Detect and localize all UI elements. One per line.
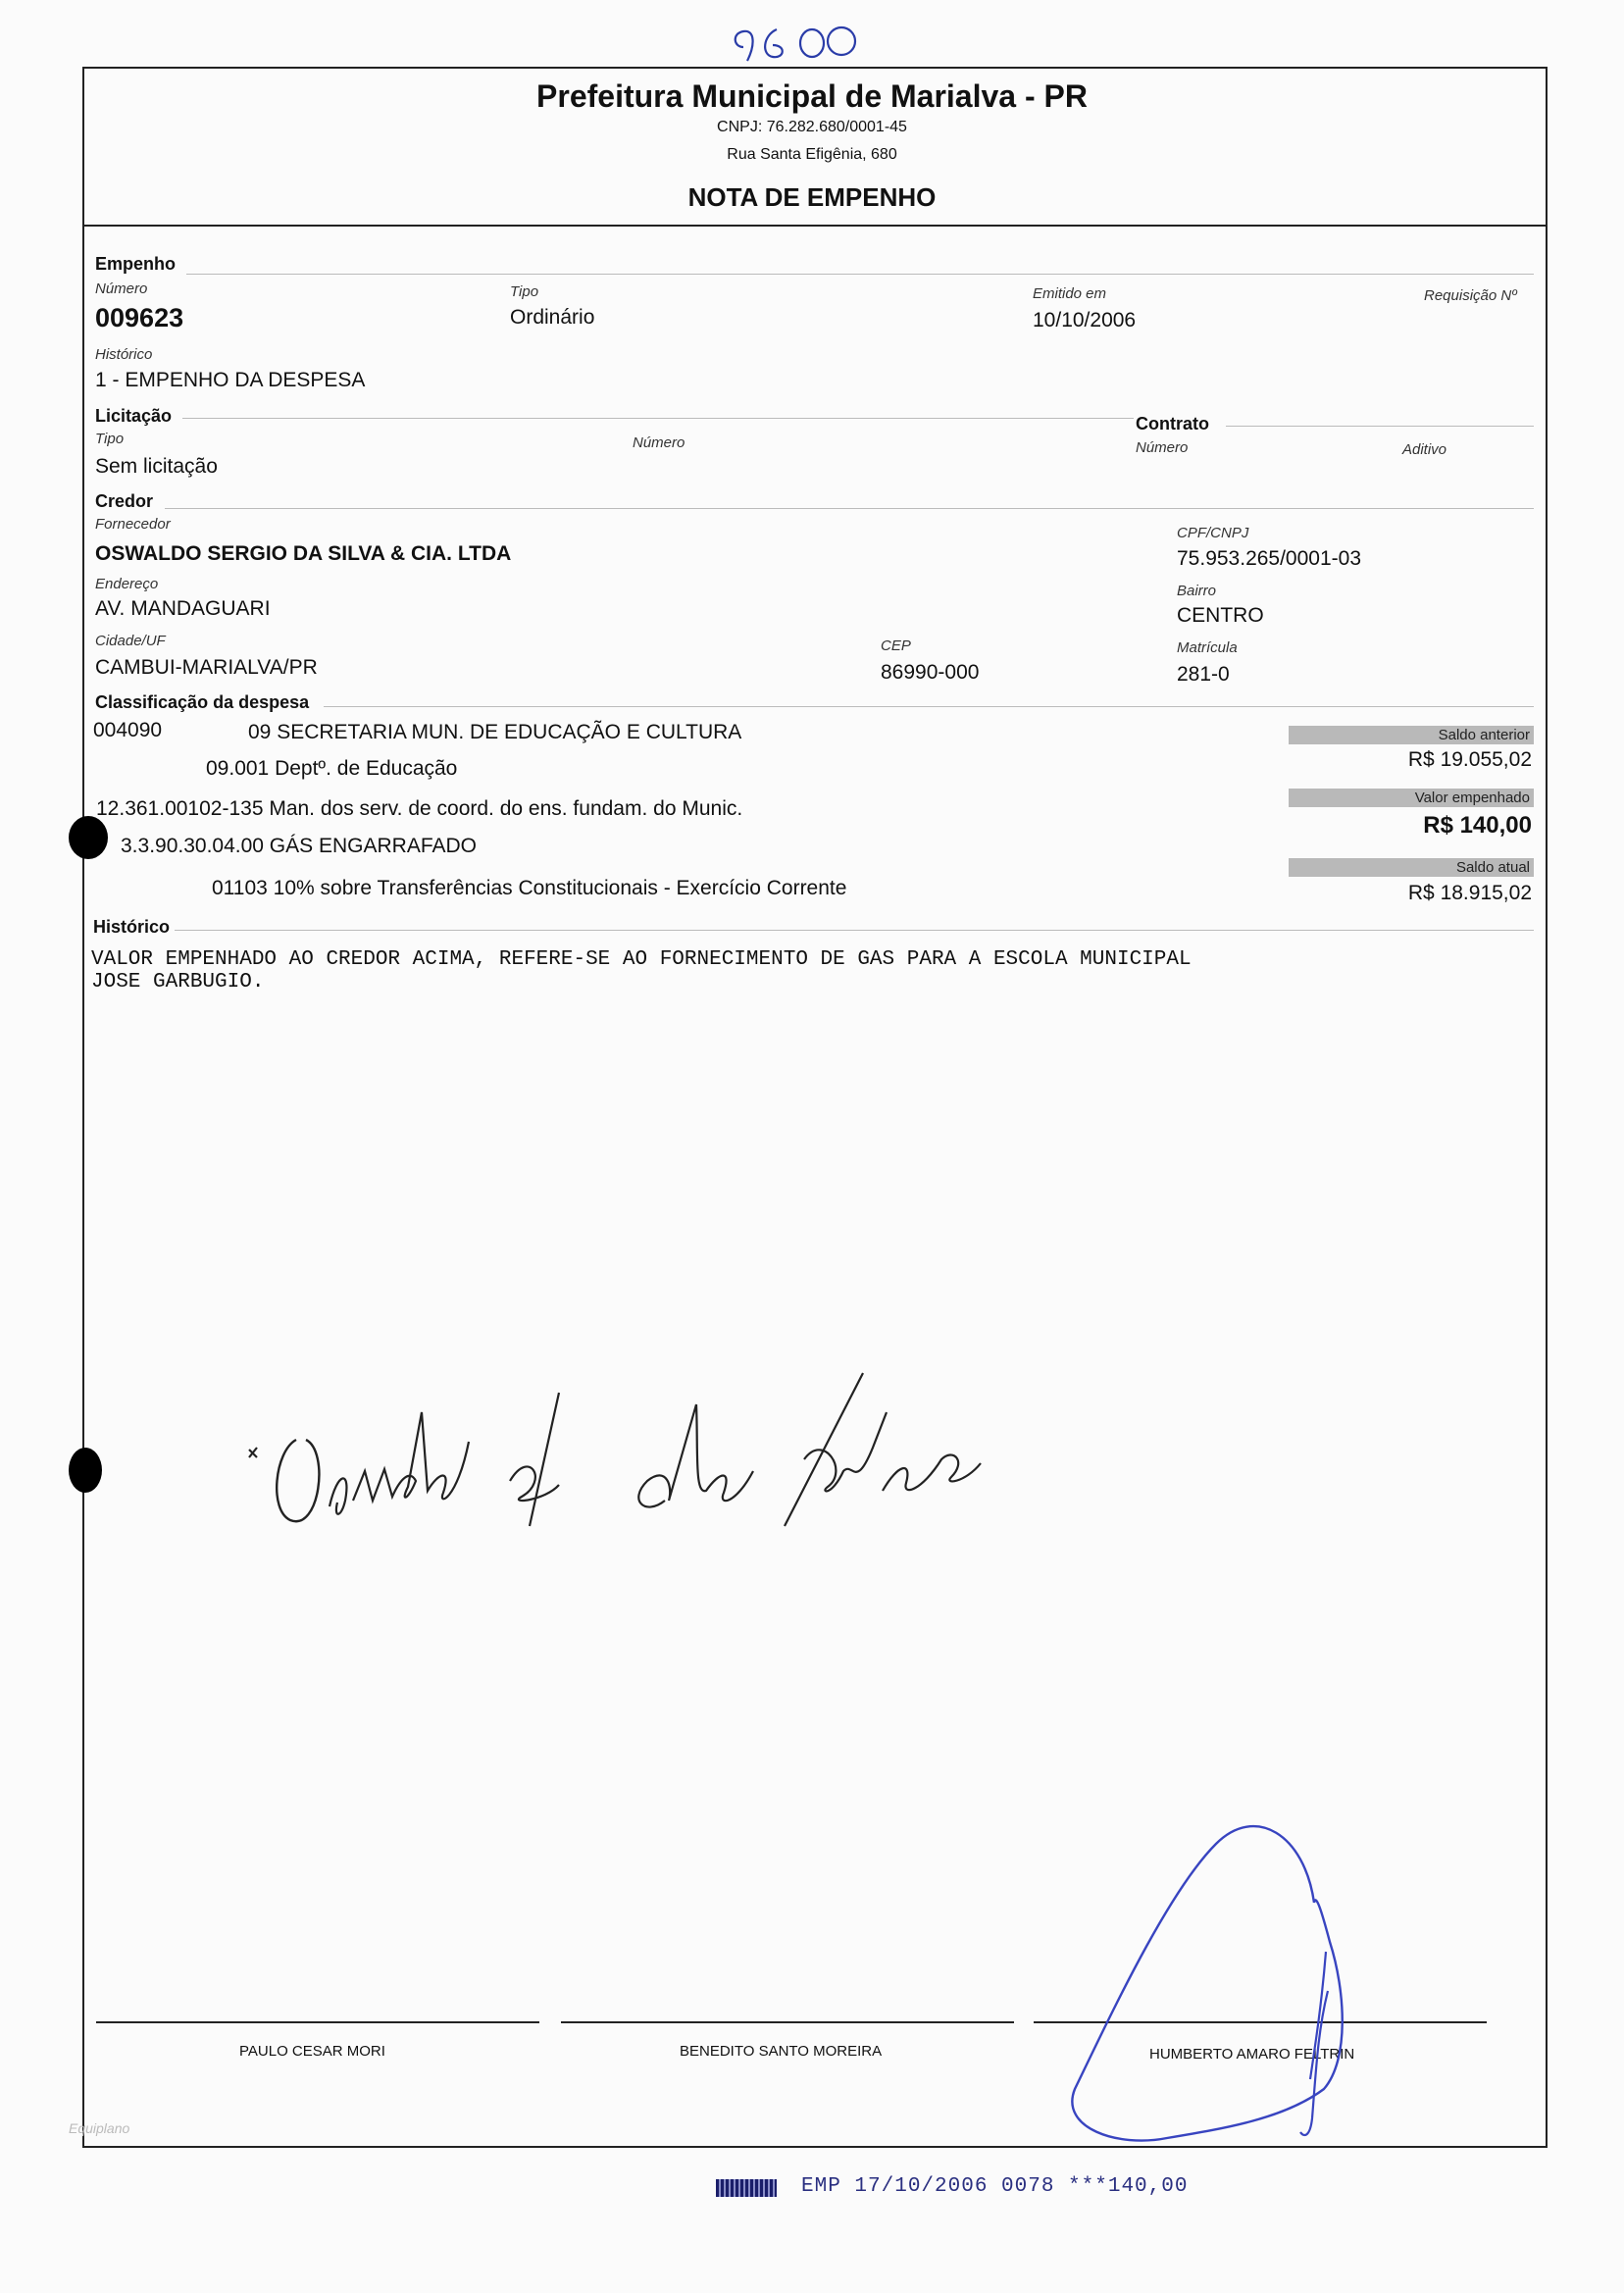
contrato-numero-label: Número xyxy=(1136,439,1189,456)
signatory-3: HUMBERTO AMARO FELTRIN xyxy=(1149,2046,1355,2063)
signatory-1: PAULO CESAR MORI xyxy=(239,2043,385,2060)
saldo-anterior-label: Saldo anterior xyxy=(1289,726,1534,744)
bairro-value: CENTRO xyxy=(1177,604,1264,627)
licitacao-numero-label: Número xyxy=(633,434,685,451)
contrato-aditivo-label: Aditivo xyxy=(1402,441,1447,458)
cidade-value: CAMBUI-MARIALVA/PR xyxy=(95,656,318,679)
endereco-label: Endereço xyxy=(95,576,159,592)
emitido-label: Emitido em xyxy=(1033,285,1107,302)
section-credor: Credor xyxy=(95,491,154,511)
document-title: NOTA DE EMPENHO xyxy=(687,182,937,212)
header-divider xyxy=(82,225,1548,227)
footer-brand: Equiplano xyxy=(69,2120,130,2136)
matricula-value: 281-0 xyxy=(1177,663,1230,686)
empenho-number: 009623 xyxy=(95,303,184,332)
licitacao-tipo-value: Sem licitação xyxy=(95,455,218,478)
signature-line-1 xyxy=(96,2021,539,2023)
signatory-2: BENEDITO SANTO MOREIRA xyxy=(680,2043,883,2060)
page-title: Prefeitura Municipal de Marialva - PR xyxy=(536,78,1088,114)
classificacao-orgao: 09 SECRETARIA MUN. DE EDUCAÇÃO E CULTURA xyxy=(248,721,742,743)
tipo-value: Ordinário xyxy=(510,306,595,329)
classificacao-fonte: 01103 10% sobre Transferências Constitucionais - Exercício Corrente xyxy=(212,877,847,899)
classificacao-code: 004090 xyxy=(93,719,163,741)
bairro-label: Bairro xyxy=(1177,583,1217,599)
binder-hole-bottom xyxy=(69,1448,102,1493)
signature-line-2 xyxy=(561,2021,1014,2023)
licitacao-tipo-label: Tipo xyxy=(95,431,125,447)
saldo-atual-value: R$ 18.915,02 xyxy=(1407,882,1532,904)
binder-hole-top xyxy=(69,816,108,859)
cnpj-text: CNPJ: 76.282.680/0001-45 xyxy=(717,119,907,135)
endereco-value: AV. MANDAGUARI xyxy=(95,597,271,620)
classificacao-elemento: 3.3.90.30.04.00 GÁS ENGARRAFADO xyxy=(121,835,478,857)
barcode-mark xyxy=(716,2179,777,2197)
rule-historico xyxy=(175,930,1534,931)
section-empenho: Empenho xyxy=(95,254,177,274)
section-historico: Histórico xyxy=(93,917,171,937)
historico-value: 1 - EMPENHO DA DESPESA xyxy=(95,369,366,391)
address-text: Rua Santa Efigênia, 680 xyxy=(727,146,897,163)
historico-label: Histórico xyxy=(95,346,153,363)
emitido-value: 10/10/2006 xyxy=(1033,309,1137,331)
cpf-label: CPF/CNPJ xyxy=(1177,525,1249,541)
cidade-label: Cidade/UF xyxy=(95,633,166,649)
rule-credor xyxy=(165,508,1534,509)
saldo-anterior-value: R$ 19.055,02 xyxy=(1407,748,1532,771)
handwritten-page-number xyxy=(726,18,883,73)
cep-label: CEP xyxy=(881,637,911,654)
rule-classificacao xyxy=(324,706,1534,707)
saldo-atual-label: Saldo atual xyxy=(1289,858,1534,877)
tipo-label: Tipo xyxy=(510,283,539,300)
classificacao-funcional: 12.361.00102-135 Man. dos serv. de coord. do ens. fundam. do Munic. xyxy=(96,797,743,820)
fornecedor-label: Fornecedor xyxy=(95,516,171,533)
rule-licitacao xyxy=(182,418,1134,419)
supplier-signature xyxy=(235,1353,1118,1540)
processing-stamp: EMP 17/10/2006 0078 ***140,00 xyxy=(801,2175,1189,2198)
rule-empenho xyxy=(186,274,1534,275)
section-licitacao: Licitação xyxy=(95,406,173,426)
cep-value: 86990-000 xyxy=(881,661,980,684)
valor-empenhado-value: R$ 140,00 xyxy=(1423,812,1532,839)
historico-line-2: JOSE GARBUGIO. xyxy=(91,971,265,994)
rule-contrato xyxy=(1226,426,1534,427)
matricula-label: Matrícula xyxy=(1177,639,1238,656)
numero-label: Número xyxy=(95,280,148,297)
section-classificacao: Classificação da despesa xyxy=(95,692,310,712)
fornecedor-value: OSWALDO SERGIO DA SILVA & CIA. LTDA xyxy=(95,542,512,565)
authority-signature xyxy=(1059,1795,1353,2158)
requisicao-label: Requisição Nº xyxy=(1424,287,1517,304)
historico-line-1: VALOR EMPENHADO AO CREDOR ACIMA, REFERE-SE AO FORNECIMENTO DE GAS PARA A ESCOLA MUNICIPAL xyxy=(91,948,1192,971)
classificacao-unidade: 09.001 Deptº. de Educação xyxy=(206,757,458,780)
section-contrato: Contrato xyxy=(1136,414,1209,433)
cpf-value: 75.953.265/0001-03 xyxy=(1177,547,1362,570)
valor-empenhado-label: Valor empenhado xyxy=(1289,789,1534,807)
